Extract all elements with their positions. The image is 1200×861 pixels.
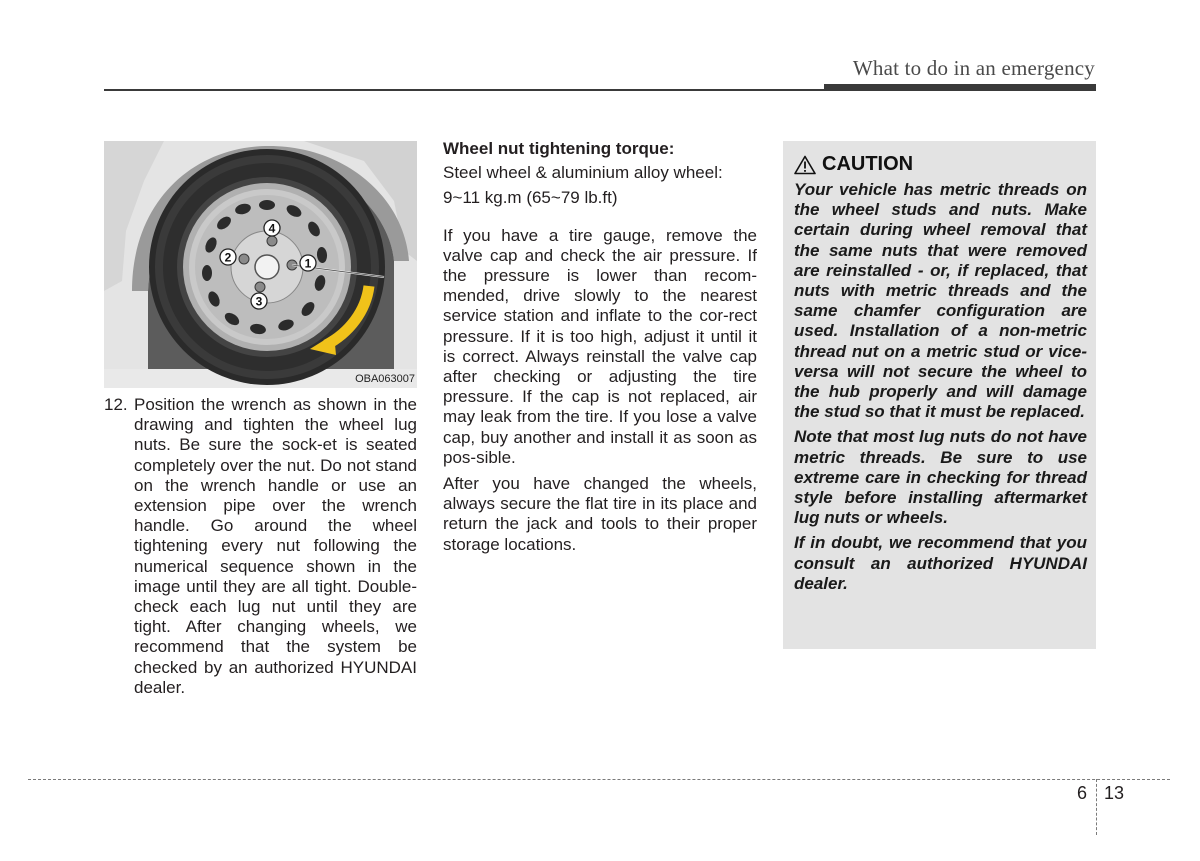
warning-triangle-icon — [794, 155, 816, 175]
tire-pressure-paragraph: If you have a tire gauge, remove the valve cap and check the air pressure. If the pressure is lower than recom-mended, drive slowly to the nearest service station and inflate to the cor-rect pressure. If it is too high, adjust it until it is correct. Always reinstall the valve cap after checking or adjusting the tire pressure. If the cap is not replaced, air may leak from the tire. If you lose a valve cap, buy another and install it as soon as pos-sible. — [443, 225, 757, 467]
wheel-drawing — [104, 141, 417, 388]
chapter-number: 6 — [1077, 783, 1088, 803]
svg-text:4: 4 — [268, 221, 276, 236]
lug-nut-number-2 — [220, 249, 236, 265]
footer-vertical-divider — [1096, 779, 1097, 835]
caution-paragraph: Your vehicle has metric threads on the wheel studs and nuts. Make certain during wheel removal that the same nuts that were removed are reinstalled - or, if replaced, that nuts with metric threads and the same chamfer configuration are used. Installation of a non-metric thread nut on a metric stud or vice-versa will not secure the wheel to the hub properly and will damage the stud so that it must be replaced. — [794, 180, 1087, 422]
svg-text:2: 2 — [224, 250, 232, 265]
torque-value: 9~11 kg.m (65~79 lb.ft) — [443, 188, 618, 208]
figure-code: OBA063007 — [355, 373, 415, 385]
page-number: 13 — [1104, 783, 1125, 803]
lug-nut-number-3 — [251, 293, 267, 309]
torque-wheel-type: Steel wheel & aluminium alloy wheel: — [443, 163, 723, 183]
torque-column — [443, 139, 757, 561]
lug-nut-number-1 — [300, 255, 316, 271]
wheel-illustration — [104, 141, 417, 388]
torque-heading: Wheel nut tightening torque: — [443, 139, 675, 158]
caution-box — [783, 141, 1096, 649]
step-column — [104, 395, 417, 698]
lug-nut-number-4 — [264, 220, 280, 236]
step-number: 12. — [104, 395, 128, 414]
caution-header — [794, 153, 1087, 176]
caution-paragraph: If in doubt, we recommend that you consult an authorized HYUNDAI dealer. — [794, 533, 1087, 593]
caution-paragraph: Note that most lug nuts do not have metric threads. Be sure to use extreme care in checking for thread style before installing aftermarket lug nuts or wheels. — [794, 427, 1087, 528]
header-rule — [104, 89, 1096, 91]
footer-divider — [28, 779, 1170, 780]
svg-text:3: 3 — [255, 294, 263, 309]
svg-text:1: 1 — [304, 256, 312, 271]
step-item — [104, 395, 417, 698]
step-text: Position the wrench as shown in the drawing and tighten the wheel lug nuts. Be sure the sock-et is seated completely over the nut. Do not stand on the wrench handle or use an extension pipe over the wrench handle. Go around the wheel tightening every nut following the numerical sequence shown in the image until they are all tight. Double-check each lug nut until they are tight. After changing wheels, we recommend that the system be checked by an authorized HYUNDAI dealer. — [134, 395, 417, 697]
storage-paragraph: After you have changed the wheels, always secure the flat tire in its place and return the jack and tools to their proper storage locations. — [443, 474, 757, 554]
section-title: What to do in an emergency — [852, 56, 1095, 80]
caution-title: CAUTION — [822, 153, 914, 175]
